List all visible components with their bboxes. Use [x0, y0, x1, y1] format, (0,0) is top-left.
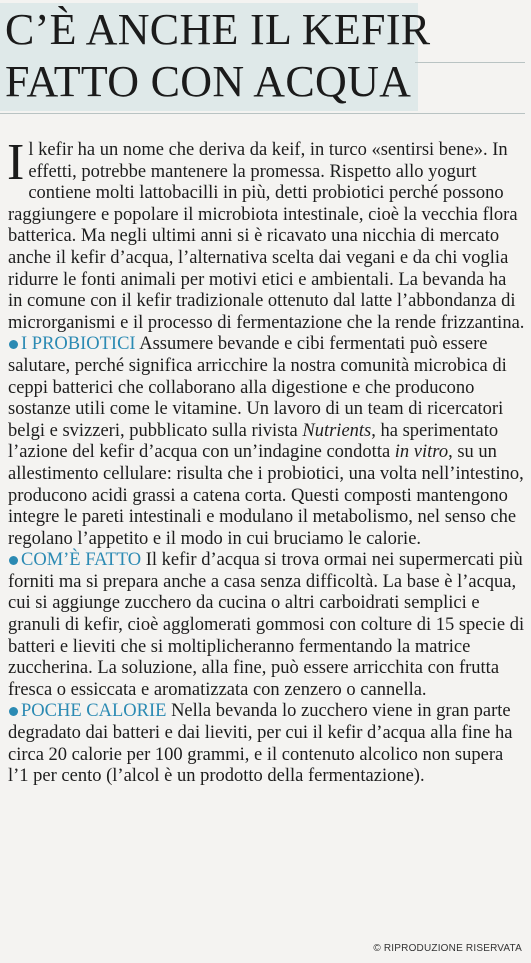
intro-text: l kefir ha un nome che deriva da keif, in turco «sentirsi bene». In effetti, potrebbe mantenere la promessa. Rispetto allo yogurt contiene molti lattobacilli in più, detti probiotici perché possono raggiungere e popolare il microbiota intestinale, cioè la vecchia flora batterica. Ma negli ultimi anni si è ricavato una nicchia di mercato anche il kefir d’acqua, l’alternativa scelta dai vegani e da chi voglia ridurre le fonti animali per motivi etici e ambientali. La bevanda ha in comune con il kefir tradizionale ottenuto dal latte l’abbondanza di microrganismi e il processo di fermentazione che la rende frizzantina.: [8, 140, 525, 333]
section-probiotici: [8, 334, 525, 550]
section-heading-poche-calorie: POCHE CALORIE: [21, 701, 167, 722]
section-text: Il kefir d’acqua si trova ormai nei supermercati più forniti ma si prepara anche a casa senza difficoltà. La base è l’acqua, cui si aggiunge zucchero da cucina o altri carboidrati semplici e granuli di kefir, cioè agglomerati gommosi con colture di 15 specie di batteri e lieviti che si moltiplicheranno fermentando la matrice zuccherina. La soluzione, alla fine, può essere arricchita con frutta fresca o essiccata e aromatizzata con zenzero o cannella.: [8, 550, 525, 700]
headline-line-2: FATTO CON ACQUA: [5, 57, 412, 106]
intro-paragraph: [7, 134, 525, 334]
section-poche-calorie: [8, 701, 525, 787]
article-body: [7, 134, 525, 788]
headline-divider: [0, 113, 525, 114]
section-heading-come-fatto: COM’È FATTO: [21, 550, 142, 571]
section-text: Nella bevanda lo zucchero viene in gran parte degradato dai batteri e dai lieviti, per cui il kefir d’acqua alla fine ha circa 20 calorie per 100 grammi, e il contenuto alcolico non supera l’1 per cento (l’alcol è un prodotto della fermentazione).: [8, 701, 513, 787]
drop-cap: I: [7, 134, 25, 191]
bullet-icon: [9, 707, 18, 716]
section-text: , ha sperimentato l’azione del kefir d’acqua con un’indagine condotta: [8, 420, 499, 463]
section-text: Assumere bevande e cibi fermentati può essere salutare, perché significa arricchire la nostra comunità microbica di ceppi batterici che collaborano alla digestione e che producono sostanze utili come le vitamine. Un lavoro di un team di ricercatori belgi e svizzeri, pubblicato sulla rivista: [8, 334, 507, 441]
headline-line-1: C’È ANCHE IL KEFIR: [5, 5, 431, 54]
top-rule: [415, 62, 525, 63]
section-text: , su un allestimento cellulare: risulta che i probiotici, una volta nell’intestino, producono acidi grassi a catena corta. Questi composti mantengono integre le pareti intestinali e modulano il metabolismo, nel senso che regolano l’appetito e il modo in cui bruciamo le calorie.: [8, 442, 524, 549]
bullet-icon: [9, 556, 18, 565]
headline: [5, 4, 430, 108]
bullet-icon: [9, 340, 18, 349]
journal-name: Nutrients: [302, 420, 372, 441]
copyright-notice: © RIPRODUZIONE RISERVATA: [373, 943, 522, 954]
in-vitro-term: in vitro: [394, 442, 449, 463]
headline-block: [0, 0, 531, 118]
section-come-fatto: [8, 550, 525, 701]
section-heading-probiotici: I PROBIOTICI: [21, 334, 136, 355]
